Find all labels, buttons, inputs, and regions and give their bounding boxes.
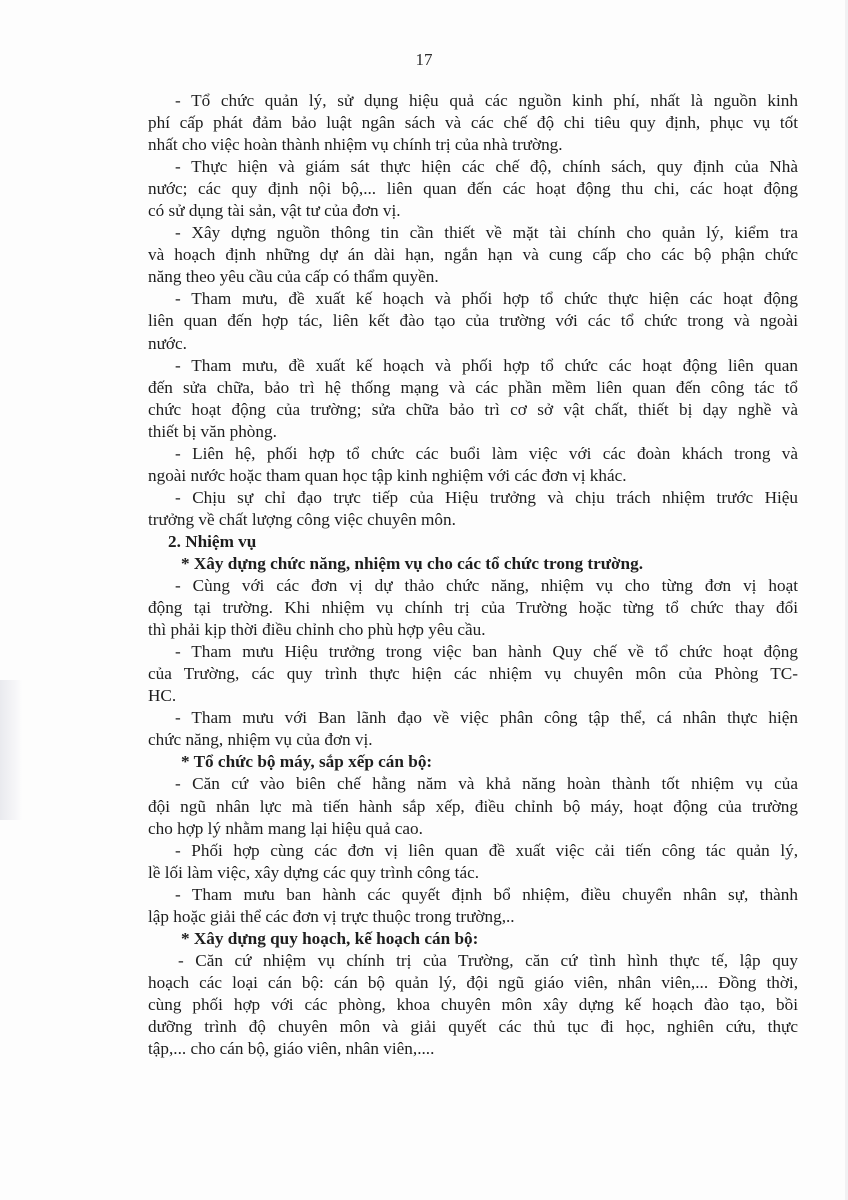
text-line: tập,... cho cán bộ, giáo viên, nhân viên,.... [148,1039,435,1059]
page-number: 17 [415,50,433,69]
text-line: - Tham mưu, đề xuất kế hoạch và phối hợp tổ chức các hoạt động liên quan [175,355,798,375]
text-line: dưỡng trình độ chuyên môn và giải quyết các thủ tục đi học, nghiên cứu, thực [148,1016,798,1036]
text-line: - Tham mưu, đề xuất kế hoạch và phối hợp tổ chức thực hiện các hoạt động [175,289,798,309]
text-line: - Thực hiện và giám sát thực hiện các chế độ, chính sách, quy định của Nhà [175,157,798,177]
text-line: - Căn cứ nhiệm vụ chính trị của Trường, căn cứ tình hình thực tế, lập quy [178,950,798,970]
text-line: - Tham mưu Hiệu trưởng trong việc ban hành Quy chế về tổ chức hoạt động [175,642,798,662]
text-line: - Phối hợp cùng các đơn vị liên quan đề xuất việc cải tiến công tác quản lý, [175,840,798,860]
text-line: - Tổ chức quản lý, sử dụng hiệu quả các nguồn kinh phí, nhất là nguồn kinh [175,91,798,110]
text-line: liên quan đến hợp tác, liên kết đào tạo của trường với các tổ chức trong và ngoài [148,311,798,331]
text-line: hoạch các loại cán bộ: cán bộ quản lý, đội ngũ giáo viên, nhân viên,... Đồng thời, [148,972,798,992]
section-heading: * Xây dựng chức năng, nhiệm vụ cho các tổ chức trong trường. [181,553,644,573]
text-line: HC. [148,686,177,706]
text-line: năng theo yêu cầu của cấp có thẩm quyền. [148,267,439,287]
text-line: ngoài nước hoặc tham quan học tập kinh nghiệm với các đơn vị khác. [148,465,627,485]
text-line: - Cùng với các đơn vị dự thảo chức năng, nhiệm vụ cho từng đơn vị hoạt [175,576,798,596]
text-line: nhất cho việc hoàn thành nhiệm vụ chính trị của nhà trường. [148,135,563,155]
text-line: thì phải kịp thời điều chỉnh cho phù hợp yêu cầu. [148,620,486,640]
text-line: của Trường, các quy trình thực hiện các nhiệm vụ chuyên môn của Phòng TC- [148,664,798,684]
text-line: động tại trường. Khi nhiệm vụ chính trị của Trường hoặc từng tổ chức thay đổi [148,598,798,618]
document-body [148,90,798,1060]
text-line: - Căn cứ vào biên chế hằng năm và khả năng hoàn thành tốt nhiệm vụ của [175,774,798,794]
text-line: - Chịu sự chỉ đạo trực tiếp của Hiệu trưởng và chịu trách nhiệm trước Hiệu [175,487,798,507]
section-heading: * Xây dựng quy hoạch, kế hoạch cán bộ: [181,928,479,948]
text-line: lập hoặc giải thể các đơn vị trực thuộc trong trường,.. [148,906,515,926]
text-line: - Tham mưu với Ban lãnh đạo về việc phân công tập thể, cá nhân thực hiện [175,708,798,728]
scan-margin-artifact [0,680,22,820]
text-line: cho hợp lý nhằm mang lại hiệu quả cao. [148,818,423,838]
text-line: chức hoạt động của trường; sửa chữa bảo trì cơ sở vật chất, thiết bị dạy nghề và [148,399,798,419]
text-line: và hoạch định những dự án dài hạn, ngắn hạn và cung cấp cho các bộ phận chức [148,245,798,265]
text-line: cùng phối hợp với các phòng, khoa chuyên môn xây dựng kế hoạch đào tạo, bồi [148,994,798,1014]
text-line: - Xây dựng nguồn thông tin cần thiết về mặt tài chính cho quản lý, kiểm tra [175,223,798,243]
text-line: đội ngũ nhân lực mà tiến hành sắp xếp, điều chỉnh bộ máy, hoạt động của trường [148,796,798,816]
text-line: nước; các quy định nội bộ,... liên quan đến các hoạt động thu chi, các hoạt động [148,179,798,199]
text-line: trưởng về chất lượng công việc chuyên môn. [148,509,456,529]
text-line: chức năng, nhiệm vụ của đơn vị. [148,730,373,750]
text-line: nước. [148,333,187,353]
text-line: - Liên hệ, phối hợp tổ chức các buổi làm việc với các đoàn khách trong và [175,443,798,463]
text-line: phí cấp phát đảm bảo luật ngân sách và các chế độ chi tiêu quy định, phục vụ tốt [148,113,798,133]
text-line: đến sửa chữa, bảo trì hệ thống mạng và các phần mềm liên quan đến công tác tổ [148,377,798,397]
text-line: - Tham mưu ban hành các quyết định bổ nhiệm, điều chuyển nhân sự, thành [175,884,798,904]
text-line: lề lối làm việc, xây dựng các quy trình công tác. [148,862,479,882]
section-heading: 2. Nhiệm vụ [168,531,257,551]
text-line: thiết bị văn phòng. [148,421,277,441]
section-heading: * Tổ chức bộ máy, sắp xếp cán bộ: [181,752,433,772]
text-line: có sử dụng tài sản, vật tư của đơn vị. [148,201,401,221]
